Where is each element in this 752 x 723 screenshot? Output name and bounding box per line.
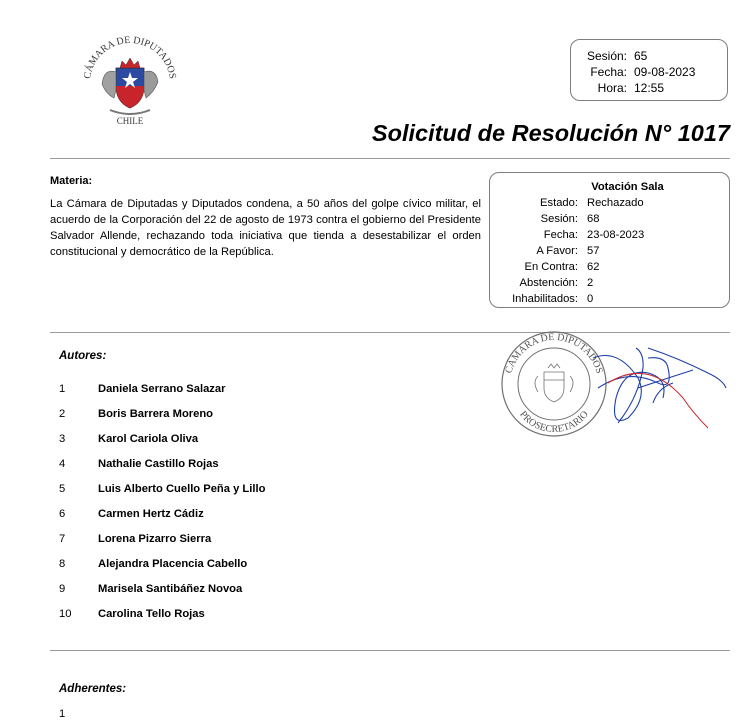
- session-date-value: 09-08-2023: [634, 65, 696, 79]
- divider: [50, 650, 730, 651]
- vote-row: [490, 261, 729, 277]
- vote-label: Estado:: [540, 197, 578, 209]
- vote-title: Votación Sala: [591, 181, 664, 193]
- session-info-box: [570, 39, 728, 101]
- author-name: Boris Barrera Moreno: [98, 408, 214, 420]
- author-name: Carolina Tello Rojas: [98, 608, 205, 620]
- shield-icon: [102, 58, 158, 114]
- stamp-bottom-text: PROSECRETARIO: [517, 409, 591, 436]
- vote-label: En Contra:: [524, 261, 578, 273]
- materia-text: La Cámara de Diputadas y Diputados condena, a 50 años del golpe cívico militar, el acuerdo de la Corporación del 22 de agosto de 1973 contra el gobierno del Presidente Salvador Allende, rechazando toda iniciativa que tienda a desestabilizar el orden constitucional y democrático de la República.: [50, 198, 481, 258]
- divider: [50, 158, 730, 159]
- vote-row: [490, 197, 729, 213]
- author-name: Luis Alberto Cuello Peña y Lillo: [98, 483, 266, 495]
- author-number: 8: [59, 558, 66, 570]
- session-number-label: Sesión:: [586, 49, 627, 63]
- author-number: 10: [59, 608, 72, 620]
- vote-label: Inhabilitados:: [512, 293, 578, 305]
- logo-arc-text: CÁMARA DE DIPUTADOS: [82, 34, 178, 80]
- author-number: 7: [59, 533, 66, 545]
- vote-value: 23-08-2023: [587, 229, 645, 241]
- vote-result-box: [489, 172, 730, 308]
- logo-bottom-text: CHILE: [116, 116, 144, 126]
- session-time-label: Hora:: [597, 81, 627, 95]
- author-name: Nathalie Castillo Rojas: [98, 458, 219, 470]
- author-name: Daniela Serrano Salazar: [98, 383, 226, 395]
- author-name: Carmen Hertz Cádiz: [98, 508, 204, 520]
- vote-label: Fecha:: [543, 229, 578, 241]
- vote-value: 57: [587, 245, 600, 257]
- vote-value: 0: [587, 293, 594, 305]
- author-number: 1: [59, 383, 66, 395]
- stamp-seal-icon: [498, 328, 728, 440]
- author-number: 9: [59, 583, 66, 595]
- adherents-label: Adherentes:: [59, 683, 127, 695]
- stamp-top-text: CÁMARA DE DIPUTADOS: [503, 331, 605, 375]
- session-time-value: 12:55: [634, 81, 665, 95]
- author-name: Alejandra Placencia Cabello: [98, 558, 248, 570]
- signature-icon: [593, 348, 726, 423]
- author-number: 4: [59, 458, 66, 470]
- stamp-emblem-icon: [535, 364, 573, 402]
- author-number: 6: [59, 508, 66, 520]
- vote-label: Sesión:: [540, 213, 578, 225]
- vote-value: 2: [587, 277, 594, 289]
- author-name: Karol Cariola Oliva: [98, 433, 199, 445]
- session-date-label: Fecha:: [590, 65, 627, 79]
- vote-row: [490, 245, 729, 261]
- coat-of-arms-icon: [76, 28, 184, 128]
- vote-label: A Favor:: [536, 245, 578, 257]
- vote-value: 68: [587, 213, 600, 225]
- adherent-number: 1: [59, 708, 66, 720]
- author-number: 3: [59, 433, 66, 445]
- author-name: Marisela Santibáñez Novoa: [98, 583, 243, 595]
- vote-row: [490, 277, 729, 293]
- authors-label: Autores:: [59, 350, 107, 362]
- materia-label: Materia:: [50, 175, 93, 187]
- page-title: Solicitud de Resolución N° 1017: [371, 120, 730, 146]
- vote-label: Abstención:: [519, 277, 578, 289]
- author-number: 5: [59, 483, 66, 495]
- author-number: 2: [59, 408, 66, 420]
- vote-row: [490, 293, 729, 309]
- vote-value: 62: [587, 261, 600, 273]
- vote-value: Rechazado: [587, 197, 644, 209]
- author-name: Lorena Pizarro Sierra: [98, 533, 212, 545]
- official-stamp: [498, 328, 728, 440]
- chamber-logo: [76, 28, 184, 128]
- session-number-value: 65: [634, 49, 648, 63]
- vote-row: [490, 229, 729, 245]
- vote-row: [490, 213, 729, 229]
